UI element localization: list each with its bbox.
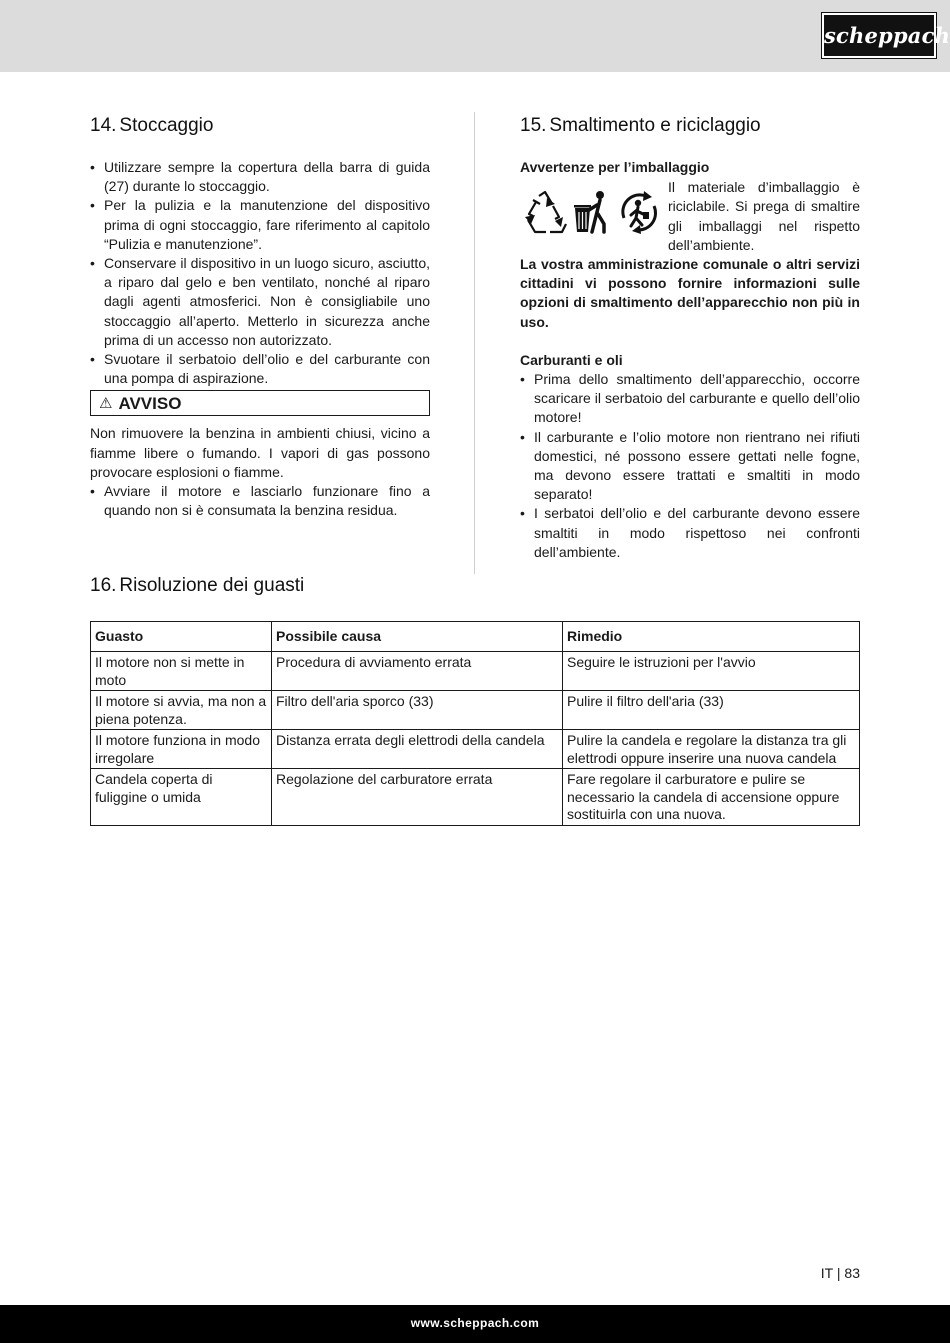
page-number-value: 83 xyxy=(844,1265,860,1281)
admin-info-text: La vostra amministrazione comunale o altri servizi cittadini vi possono fornire informazioni sulle opzioni di smaltimento dell’apparecchio non più in uso. xyxy=(520,256,860,330)
tidyman-recycle-icon xyxy=(616,190,662,234)
table-cell: Il motore non si mette in moto xyxy=(91,652,272,691)
table-row xyxy=(91,730,860,769)
table-cell: Procedura di avviamento errata xyxy=(272,652,563,691)
packaging-text: Il materiale d’imballaggio è riciclabile. Si prega di smaltire gli imballaggi nel rispetto dell’ambiente. xyxy=(668,179,860,253)
table-header-row xyxy=(91,622,860,652)
warning-text: Non rimuovere la benzina in ambienti chiusi, vicino a fiamme libere o fumando. I vapori di gas possono provocare esplosioni o fiamme. xyxy=(90,425,430,480)
page-separator: | xyxy=(836,1265,841,1281)
packaging-row xyxy=(520,178,860,255)
table-row xyxy=(91,769,860,826)
disposal-icons xyxy=(520,178,668,236)
table-cell: Distanza errata degli elettrodi della candela xyxy=(272,730,563,769)
section-15-title: 15. Smaltimento e riciclaggio xyxy=(520,115,761,136)
page-language: IT xyxy=(820,1265,833,1281)
table-cell: Fare regolare il carburatore e pulire se necessario la candela di accensione oppure sostituirla con una nuova. xyxy=(563,769,860,826)
packaging-heading: Avvertenze per l’imballaggio xyxy=(520,159,710,175)
fuel-bullet-list xyxy=(520,370,860,562)
list-item: • Utilizzare sempre la copertura della barra di guida (27) durante lo stoccaggio. xyxy=(90,158,430,196)
footer-bar xyxy=(0,1305,950,1343)
storage-bullet-list xyxy=(90,158,430,388)
table-cell: Seguire le istruzioni per l'avvio xyxy=(563,652,860,691)
brand-logo: scheppach xyxy=(822,13,936,58)
recycle-icon xyxy=(522,190,568,234)
column-header: Possibile causa xyxy=(272,622,563,652)
table-cell: Pulire la candela e regolare la distanza tra gli elettrodi oppure inserire una nuova candela xyxy=(563,730,860,769)
list-item: • Conservare il dispositivo in un luogo sicuro, asciutto, a riparo dal gelo e ben ventilato, nonché al riparo dagli agenti atmosferici. Non è consigliabile uno stoccaggio all’aperto. Metterlo in sicurezza anche prima di un accesso non autorizzato. xyxy=(90,254,430,350)
list-item: • Avviare il motore e lasciarlo funzionare fino a quando non si è consumata la benzina residua. xyxy=(90,482,430,520)
table-cell: Il motore funziona in modo irregolare xyxy=(91,730,272,769)
table-cell: Regolazione del carburatore errata xyxy=(272,769,563,826)
warning-label: AVVISO xyxy=(118,393,182,413)
table-row xyxy=(91,691,860,730)
table-cell: Il motore si avvia, ma non a piena potenza. xyxy=(91,691,272,730)
list-item: • I serbatoi dell’olio e del carburante devono essere smaltiti in modo rispettoso nei confronti dell’ambiente. xyxy=(520,504,860,562)
section-disposal xyxy=(520,112,860,562)
table-cell: Candela coperta di fuliggine o umida xyxy=(91,769,272,826)
section-storage xyxy=(90,112,430,520)
column-header: Guasto xyxy=(91,622,272,652)
list-item: • Svuotare il serbatoio dell’olio e del carburante con una pompa di aspirazione. xyxy=(90,350,430,388)
column-header: Rimedio xyxy=(563,622,860,652)
table-cell: Filtro dell'aria sporco (33) xyxy=(272,691,563,730)
section-16-title: 16. Risoluzione dei guasti xyxy=(90,575,305,596)
list-item: • Il carburante e l’olio motore non rientrano nei rifiuti domestici, né possono essere gettati nelle fogne, ma devono essere trattati e smaltiti in modo separato! xyxy=(520,428,860,505)
trash-bin-icon xyxy=(572,190,612,234)
warning-triangle-icon: ⚠ xyxy=(99,394,113,412)
footer-url[interactable]: www.scheppach.com xyxy=(410,1316,540,1330)
fuel-heading: Carburanti e oli xyxy=(520,351,623,368)
section-troubleshooting xyxy=(90,572,860,600)
page-number xyxy=(821,1265,860,1281)
warning-bullet-list xyxy=(90,482,430,520)
warning-box xyxy=(90,390,430,416)
column-divider xyxy=(474,112,475,574)
list-item: • Prima dello smaltimento dell’apparecchio, occorre scaricare il serbatoio del carburante e quello dell’olio motore! xyxy=(520,370,860,428)
table-row xyxy=(91,652,860,691)
section-14-title: 14. Stoccaggio xyxy=(90,115,214,136)
header-bar xyxy=(0,0,950,72)
troubleshooting-table xyxy=(90,621,860,826)
table-cell: Pulire il filtro dell'aria (33) xyxy=(563,691,860,730)
list-item: • Per la pulizia e la manutenzione del dispositivo prima di ogni stoccaggio, fare riferimento al capitolo “Pulizia e manutenzione”. xyxy=(90,196,430,254)
